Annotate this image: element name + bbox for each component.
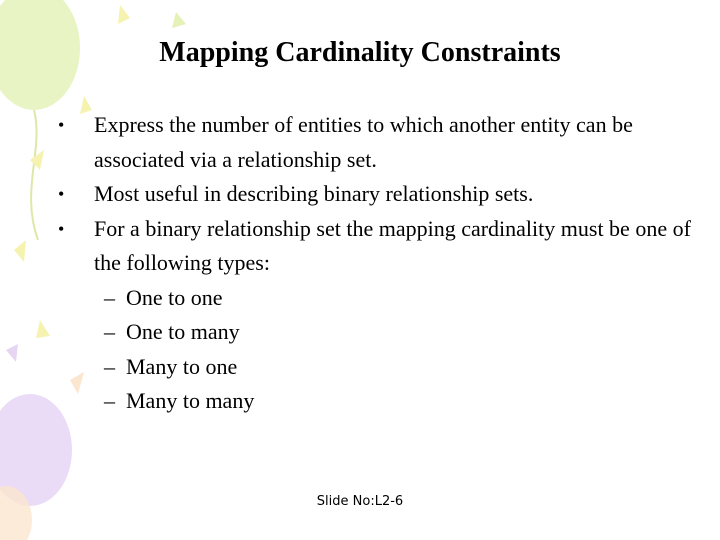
bullet-item <box>58 108 698 177</box>
streamer <box>14 240 26 262</box>
sub-item <box>58 384 698 419</box>
bullet-marker: • <box>58 218 65 239</box>
streamer <box>36 320 50 338</box>
bullet-marker: • <box>58 115 65 135</box>
sub-item <box>58 281 698 316</box>
sub-text: One to many <box>126 319 240 344</box>
bullet-item <box>58 212 698 281</box>
sub-text: Many to one <box>126 353 238 379</box>
bullet-text: For a binary relationship set the mapping cardinality must be one of the following types: <box>94 215 691 275</box>
bullet-text: Most useful in describing binary relationship sets. <box>94 181 534 206</box>
slide-number: Slide No:L2-6 <box>316 494 404 509</box>
sub-item <box>58 315 698 350</box>
balloon-string <box>31 110 38 240</box>
streamer <box>118 5 130 24</box>
sub-marker: – <box>104 388 115 413</box>
sub-marker: – <box>104 353 115 379</box>
sub-text: One to one <box>126 284 223 310</box>
streamer <box>6 344 18 362</box>
sub-marker: – <box>104 319 115 344</box>
bullet-item <box>58 177 698 212</box>
bullet-text: Express the number of entities to which another entity can be associated via a relationship set. <box>94 112 633 172</box>
sub-text: Many to many <box>126 388 255 413</box>
sub-item <box>58 350 698 385</box>
bullet-marker: • <box>58 184 65 204</box>
slide-title: Mapping Cardinality Constraints <box>159 37 561 68</box>
sub-marker: – <box>104 284 115 310</box>
streamer <box>172 12 186 28</box>
streamer <box>30 150 44 170</box>
slide-body <box>58 108 698 419</box>
